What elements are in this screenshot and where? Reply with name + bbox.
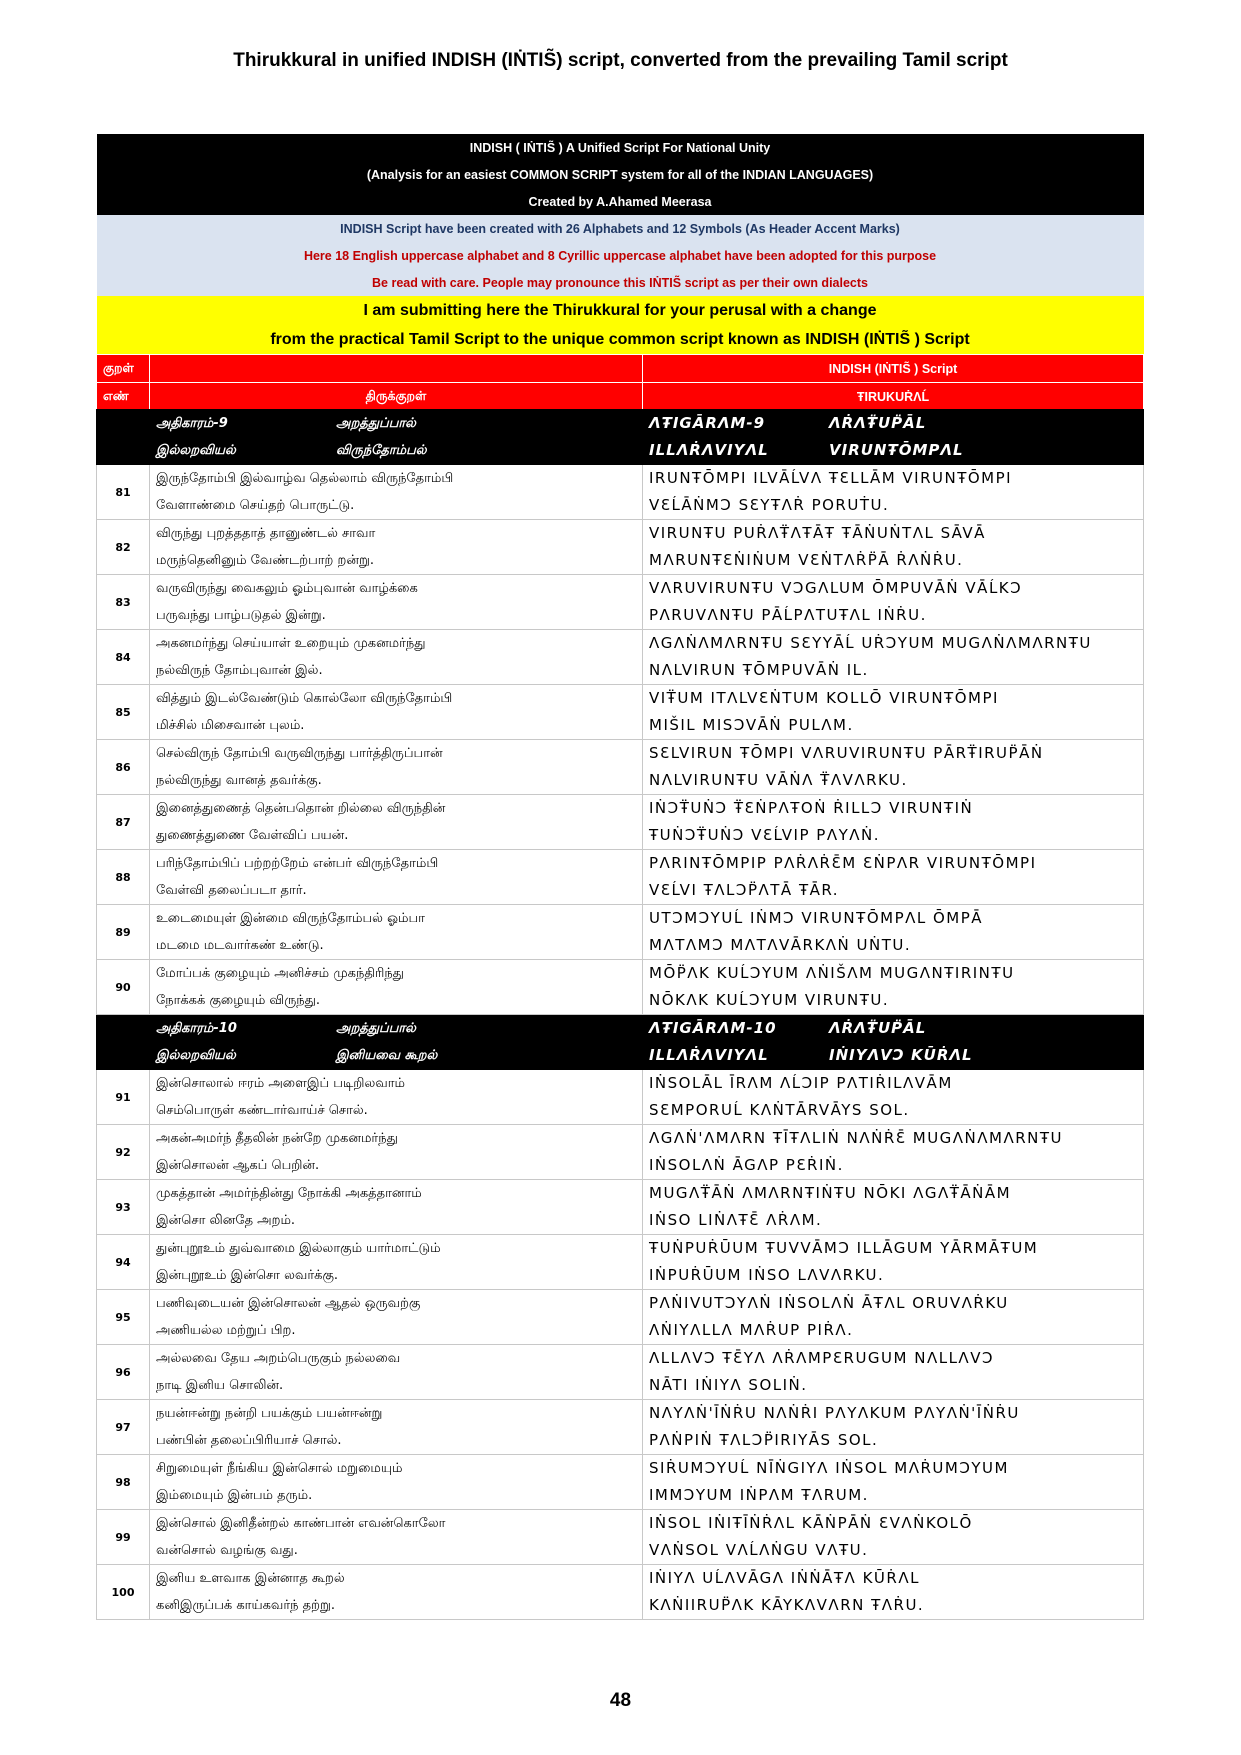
- chapter-title: இனியவை கூறல்: [336, 1048, 438, 1063]
- kural-number: 87: [97, 795, 150, 850]
- kural-indish-line-2: MIŠIL MISƆVĀṄ PULΛM.: [649, 716, 854, 734]
- kural-indish-line-1: PΛṄIVUTƆYΛṄ IṄSOLΛṄ ĀŦΛL ORUVΛṘKU: [649, 1294, 1009, 1312]
- kural-indish-line-2: VƐĹĀṄMƆ SƐYŦΛṘ PORUṪU.: [649, 496, 890, 514]
- kural-number: 88: [97, 850, 150, 905]
- chapter-tamil-line: [156, 410, 636, 437]
- subsection-label-indish: ILLΛṘΛVIYΛL: [649, 1046, 769, 1064]
- chapter-tamil-line: [156, 1015, 636, 1042]
- kural-number: 99: [97, 1510, 150, 1565]
- page-number: 48: [609, 1690, 632, 1711]
- kural-indish-line-2: IMMƆYUM IṄPΛM ŦΛRUM.: [649, 1486, 869, 1504]
- kural-indish-line-1: UTƆMƆYUĹ IṄMƆ VIRUNŦŌMPΛL ŌMPĀ: [649, 909, 984, 927]
- kural-tamil-line-1: பணிவுடையன் இன்சொலன் ஆதல் ஒருவற்கு: [156, 1296, 421, 1311]
- col-header-indish-2: ŦIRUKUṘΛĹ: [643, 383, 1144, 411]
- chapter-indish-line: [649, 437, 1137, 464]
- kural-tamil-line-2: மிச்சில் மிசைவான் புலம்.: [156, 718, 305, 733]
- kural-indish-cell: [643, 465, 1144, 520]
- kural-indish-cell: [643, 630, 1144, 685]
- header-line-2: (Analysis for an easiest COMMON SCRIPT system for all of the INDIAN LANGUAGES): [97, 161, 1144, 188]
- kural-indish-cell: [643, 1180, 1144, 1235]
- kural-number: 86: [97, 740, 150, 795]
- kural-number: 84: [97, 630, 150, 685]
- kural-indish-line-2: NΛLVIRUN ŦŌMPUVĀṄ IL.: [649, 661, 869, 679]
- kural-number: 100: [97, 1565, 150, 1620]
- kural-number: 97: [97, 1400, 150, 1455]
- kural-indish-cell: [643, 685, 1144, 740]
- kural-row: [97, 1510, 1144, 1565]
- kural-row: [97, 960, 1144, 1015]
- kural-tamil-cell: [150, 740, 643, 795]
- kural-indish-line-1: IṄSOL IṄIŦĪṄṘΛL KĀṄPĀṄ ƐVΛṄKOLŌ: [649, 1514, 973, 1532]
- kural-indish-cell: [643, 1345, 1144, 1400]
- kural-indish-line-2: ΛṄIYΛLLΛ MΛṘUP PIṘΛ.: [649, 1321, 854, 1339]
- kural-indish-cell: [643, 520, 1144, 575]
- chapter-label-indish: ΛŦIGĀRΛM-10: [649, 1019, 777, 1037]
- kural-row: [97, 1180, 1144, 1235]
- chapter-indish-cell: [643, 1015, 1144, 1070]
- kural-tamil-line-1: மோப்பக் குழையும் அனிச்சம் முகந்திரிந்து: [156, 966, 404, 981]
- kural-tamil-line-1: அல்லவை தேய அறம்பெருகும் நல்லவை: [156, 1351, 401, 1366]
- kural-tamil-cell: [150, 1565, 643, 1620]
- chapter-indish-line: [649, 410, 1137, 437]
- kural-tamil-line-2: அணியல்ல மற்றுப் பிற.: [156, 1323, 296, 1338]
- kural-indish-line-1: SIṘUMƆYUĹ NĪṄGIYΛ IṄSOL MΛṘUMƆYUM: [649, 1459, 1009, 1477]
- kural-tamil-line-2: கனிஇருப்பக் காய்கவர்ந் தற்று.: [156, 1598, 335, 1613]
- kural-row: [97, 520, 1144, 575]
- kural-indish-line-2: NŌKΛK KUĹƆYUM VIRUNŦU.: [649, 991, 890, 1009]
- kural-indish-cell: [643, 575, 1144, 630]
- kural-indish-line-2: KΛṄIIRUP̈ΛK KĀYKΛVΛRN ŦΛṘU.: [649, 1596, 925, 1614]
- kural-row: [97, 1565, 1144, 1620]
- chapter-indish-line: [649, 1042, 1137, 1069]
- kural-tamil-line-1: அகன்அமர்ந் தீதலின் நன்றே முகனமர்ந்து: [156, 1131, 398, 1146]
- kural-tamil-cell: [150, 1345, 643, 1400]
- kural-tamil-line-1: இன்சொலால் ஈரம் அளைஇப் படிறிலவாம்: [156, 1076, 405, 1091]
- chapter-header: [97, 1015, 1144, 1070]
- kural-tamil-line-1: பரிந்தோம்பிப் பற்றற்றேம் என்பர் விருந்தோம்பி: [156, 856, 439, 871]
- kural-number: 83: [97, 575, 150, 630]
- section-label-indish: ΛṘΛŦ̈UP̈ĀL: [829, 414, 927, 432]
- kural-indish-line-2: NĀTI IṄIYΛ SOLIṄ.: [649, 1376, 808, 1394]
- kural-row: [97, 1455, 1144, 1510]
- info-line-2: Here 18 English uppercase alphabet and 8 Cyrillic uppercase alphabet have been adopted for this purpose: [97, 242, 1144, 269]
- header-line-3: Created by A.Ahamed Meerasa: [97, 188, 1144, 215]
- kural-row: [97, 1125, 1144, 1180]
- kural-indish-line-1: MUGΛŦ̈ĀṄ ΛMΛRNŦIṄŦU NŌKI ΛGΛŦ̈ĀṄĀM: [649, 1184, 1012, 1202]
- kural-indish-line-2: PΛRUVΛNŦU PĀĹPΛTUŦΛL IṄṘU.: [649, 606, 927, 624]
- kural-indish-line-1: VΛRUVIRUNŦU VƆGΛLUM ŌMPUVĀṄ VĀĹKƆ: [649, 579, 1023, 597]
- kural-row: [97, 575, 1144, 630]
- subsection-label: இல்லறவியல்: [156, 443, 236, 458]
- chapter-label: அதிகாரம்-10: [156, 1021, 237, 1036]
- kural-indish-line-1: IṄƆŦ̈UṄƆ Ŧ̈ƐṄPΛŦOṄ ṘILLƆ VIRUNŦIṄ: [649, 799, 974, 817]
- col-header-tamil-top: [150, 355, 643, 383]
- kural-tamil-line-1: நயன்ஈன்று நன்றி பயக்கும் பயன்ஈன்று: [156, 1406, 383, 1421]
- kural-tamil-cell: [150, 575, 643, 630]
- kural-row: [97, 905, 1144, 960]
- kural-tamil-line-2: நல்விருந்து வானத் தவர்க்கு.: [156, 773, 322, 788]
- kural-row: [97, 795, 1144, 850]
- intro-header: [96, 134, 1144, 411]
- submit-line-1: I am submitting here the Thirukkural for your perusal with a change: [97, 296, 1144, 325]
- kural-tamil-line-1: உடைமையுள் இன்மை விருந்தோம்பல் ஓம்பா: [156, 911, 425, 926]
- kural-indish-cell: [643, 905, 1144, 960]
- kural-tamil-line-2: பருவந்து பாழ்படுதல் இன்று.: [156, 608, 326, 623]
- kural-indish-cell: [643, 1455, 1144, 1510]
- kural-row: [97, 850, 1144, 905]
- kural-indish-line-1: ΛGΛṄΛMΛRNŦU SƐYYĀĹ UṘƆYUM MUGΛṄΛMΛRNŦU: [649, 634, 1092, 652]
- chapter-indish-cell: [643, 410, 1144, 465]
- subsection-label-indish: ILLΛṘΛVIYΛL: [649, 441, 769, 459]
- kural-number: 82: [97, 520, 150, 575]
- kural-tamil-cell: [150, 905, 643, 960]
- chapter-tamil-line: [156, 437, 636, 464]
- col-header-tamil: திருக்குறள்: [150, 383, 643, 411]
- kural-indish-line-1: ΛLLΛVƆ ŦƐ̄YΛ ΛṘΛMPƐRUGUM NΛLLΛVƆ: [649, 1349, 995, 1367]
- kural-row: [97, 740, 1144, 795]
- kural-tamil-line-2: இன்புறூஉம் இன்சொ லவர்க்கு.: [156, 1268, 339, 1283]
- kural-indish-line-1: MŌP̈ΛK KUĹƆYUM ΛṄIŠΛM MUGΛNŦIRINŦU: [649, 964, 1015, 982]
- kural-tamil-line-2: இன்சொலன் ஆகப் பெறின்.: [156, 1158, 320, 1173]
- kural-indish-line-1: NΛYΛṄ'ĪṄṘU NΛṄṘI PΛYΛKUM PΛYΛṄ'ĪṄṘU: [649, 1404, 1020, 1422]
- kural-number: 89: [97, 905, 150, 960]
- chapter-indish-line: [649, 1015, 1137, 1042]
- kural-tamil-line-1: துன்புறூஉம் துவ்வாமை இல்லாகும் யார்மாட்டும்: [156, 1241, 441, 1256]
- kural-number: 81: [97, 465, 150, 520]
- kural-tamil-cell: [150, 1070, 643, 1125]
- kural-row: [97, 630, 1144, 685]
- kural-indish-line-2: IṄSO LIṄΛŦƐ̄ ΛṘΛM.: [649, 1211, 823, 1229]
- kural-tamil-cell: [150, 1400, 643, 1455]
- kural-tamil-cell: [150, 960, 643, 1015]
- col-header-num-2: எண்: [97, 383, 150, 411]
- chapter-num-cell: [97, 410, 150, 465]
- chapter-header: [97, 410, 1144, 465]
- kural-number: 94: [97, 1235, 150, 1290]
- kural-tamil-line-2: இன்சொ லினதே அறம்.: [156, 1213, 296, 1228]
- kural-tamil-line-1: செல்விருந் தோம்பி வருவிருந்து பார்த்திருப்பான்: [156, 746, 443, 761]
- page-title: Thirukkural in unified INDISH (IṄTIS̃) script, converted from the prevailing Tamil script: [233, 50, 1008, 71]
- kural-indish-line-2: IṄSOLΛṄ ĀGΛP PƐṘIṄ.: [649, 1156, 844, 1174]
- kural-indish-line-2: VΛṄSOL VΛĹΛṄGU VΛŦU.: [649, 1541, 869, 1559]
- kural-indish-cell: [643, 1565, 1144, 1620]
- kural-tamil-cell: [150, 685, 643, 740]
- kural-indish-line-1: PΛRINŦŌMPIP PΛṘΛṘƐ̄M ƐṄPΛR VIRUNŦŌMPI: [649, 854, 1037, 872]
- section-label-indish: ΛṘΛŦ̈UP̈ĀL: [829, 1019, 927, 1037]
- kural-tamil-cell: [150, 1510, 643, 1565]
- kural-tamil-cell: [150, 1235, 643, 1290]
- chapter-title: விருந்தோம்பல்: [336, 443, 427, 458]
- kural-tamil-line-2: இம்மையும் இன்பம் தரும்.: [156, 1488, 313, 1503]
- kural-row: [97, 465, 1144, 520]
- kural-tamil-line-2: நல்விருந் தோம்புவான் இல்.: [156, 663, 323, 678]
- chapter-label-indish: ΛŦIGĀRΛM-9: [649, 414, 766, 432]
- kural-row: [97, 1345, 1144, 1400]
- kural-indish-line-2: PΛṄPIṄ ŦΛLƆP̈IRIYĀS SOL.: [649, 1431, 879, 1449]
- info-line-1: INDISH Script have been created with 26 Alphabets and 12 Symbols (As Header Accent Marks): [97, 215, 1144, 242]
- kural-indish-line-1: ΛGΛṄ'ΛMΛRN ŦĪŦΛLIṄ NΛṄṘƐ̄ MUGΛṄΛMΛRNŦU: [649, 1129, 1064, 1147]
- chapter-title-indish: VIRUNŦŌMPΛL: [829, 441, 964, 459]
- kural-indish-line-1: SƐLVIRUN ŦŌMPI VΛRUVIRUNŦU PĀRŦ̈IRUP̈ĀṄ: [649, 744, 1044, 762]
- kural-indish-cell: [643, 740, 1144, 795]
- info-line-3: Be read with care. People may pronounce this IṄTIS̃ script as per their own dialects: [97, 269, 1144, 296]
- kural-indish-line-1: VIŦ̈UM ITΛLVƐṄTUM KOLLŌ VIRUNŦŌMPI: [649, 689, 999, 707]
- col-header-indish-1: INDISH (IṄTIS̃ ) Script: [643, 355, 1144, 383]
- kural-tamil-line-2: துணைத்துணை வேள்விப் பயன்.: [156, 828, 349, 843]
- kural-indish-line-1: VIRUNŦU PUṘΛŦ̈ΛŦĀŦ ŦĀṄUṄTΛL SĀVĀ: [649, 524, 986, 542]
- section-label: அறத்துப்பால்: [336, 416, 416, 431]
- kural-tamil-line-1: வித்தும் இடல்வேண்டும் கொல்லோ விருந்தோம்பி: [156, 691, 453, 706]
- kural-indish-line-1: IṄSOLĀL ĪRΛM ΛĹƆIP PΛTIṘILΛVĀM: [649, 1074, 953, 1092]
- kural-indish-line-2: MΛTΛMƆ MΛTΛVĀRKΛṄ UṄTU.: [649, 936, 912, 954]
- kural-row: [97, 1235, 1144, 1290]
- kural-number: 98: [97, 1455, 150, 1510]
- kural-tamil-cell: [150, 1290, 643, 1345]
- kural-tamil-line-2: வேளாண்மை செய்தற் பொருட்டு.: [156, 498, 355, 513]
- chapter-label: அதிகாரம்-9: [156, 416, 228, 431]
- kural-number: 91: [97, 1070, 150, 1125]
- section-label: அறத்துப்பால்: [336, 1021, 416, 1036]
- kural-tamil-line-1: இனிய உளவாக இன்னாத கூறல்: [156, 1571, 345, 1586]
- kural-tamil-line-1: முகத்தான் அமர்ந்தின்து நோக்கி அகத்தானாம்: [156, 1186, 422, 1201]
- chapter-title-indish: IṄIYΛVƆ KŪṘΛL: [829, 1046, 973, 1064]
- kural-tamil-line-1: விருந்து புறத்ததாத் தானுண்டல் சாவா: [156, 526, 376, 541]
- kural-tamil-cell: [150, 520, 643, 575]
- kural-table: [96, 409, 1144, 1620]
- kural-tamil-line-1: இருந்தோம்பி இல்வாழ்வ தெல்லாம் விருந்தோம்பி: [156, 471, 454, 486]
- kural-tamil-line-2: வன்சொல் வழங்கு வது.: [156, 1543, 298, 1558]
- chapter-tamil-line: [156, 1042, 636, 1069]
- kural-indish-line-2: VƐĹVI ŦΛLƆP̈ΛTĀ ŦĀR.: [649, 881, 840, 899]
- kural-indish-cell: [643, 1235, 1144, 1290]
- subsection-label: இல்லறவியல்: [156, 1048, 236, 1063]
- kural-number: 96: [97, 1345, 150, 1400]
- col-header-num-1: குறள்: [97, 355, 150, 383]
- kural-indish-cell: [643, 1510, 1144, 1565]
- kural-indish-line-1: ŦUṄPUṘŪUM ŦUVVĀMƆ ILLĀGUM YĀRMĀŦUM: [649, 1239, 1039, 1257]
- kural-row: [97, 1400, 1144, 1455]
- kural-indish-line-1: IṄIYΛ UĹΛVĀGΛ IṄṄĀŦΛ KŪṘΛL: [649, 1569, 920, 1587]
- kural-tamil-line-2: மருந்தெனினும் வேண்டற்பாற் றன்று.: [156, 553, 374, 568]
- kural-number: 93: [97, 1180, 150, 1235]
- kural-row: [97, 685, 1144, 740]
- chapter-num-cell: [97, 1015, 150, 1070]
- kural-tamil-line-2: நோக்கக் குழையும் விருந்து.: [156, 993, 321, 1008]
- chapter-tamil-cell: [150, 410, 643, 465]
- kural-tamil-line-1: சிறுமையுள் நீங்கிய இன்சொல் மறுமையும்: [156, 1461, 403, 1476]
- kural-tamil-cell: [150, 850, 643, 905]
- submit-line-2: from the practical Tamil Script to the unique common script known as INDISH (IṄTIS̃ ) Script: [97, 325, 1144, 355]
- kural-row: [97, 1290, 1144, 1345]
- kural-indish-cell: [643, 1070, 1144, 1125]
- kural-tamil-cell: [150, 1125, 643, 1180]
- kural-indish-cell: [643, 1400, 1144, 1455]
- kural-number: 85: [97, 685, 150, 740]
- kural-tamil-line-1: இன்சொல் இனிதீன்றல் காண்பான் எவன்கொலோ: [156, 1516, 446, 1531]
- kural-tamil-line-2: நாடி இனிய சொலின்.: [156, 1378, 284, 1393]
- kural-indish-line-2: ŦUṄƆŦ̈UṄƆ VƐĹVIP PΛYΛṄ.: [649, 826, 880, 844]
- kural-indish-line-1: IRUNŦŌMPI ILVĀĹVΛ ŦƐLLĀM VIRUNŦŌMPI: [649, 469, 1013, 487]
- kural-indish-line-2: SƐMPORUĹ KΛṄTĀRVĀYS SOL.: [649, 1101, 910, 1119]
- kural-tamil-cell: [150, 1180, 643, 1235]
- kural-tamil-line-2: செம்பொருள் கண்டார்வாய்ச் சொல்.: [156, 1103, 368, 1118]
- kural-tamil-cell: [150, 795, 643, 850]
- kural-number: 95: [97, 1290, 150, 1345]
- kural-tamil-cell: [150, 630, 643, 685]
- kural-indish-cell: [643, 960, 1144, 1015]
- kural-tamil-line-2: பண்பின் தலைப்பிரியாச் சொல்.: [156, 1433, 342, 1448]
- chapter-tamil-cell: [150, 1015, 643, 1070]
- kural-number: 90: [97, 960, 150, 1015]
- kural-indish-cell: [643, 1290, 1144, 1345]
- kural-number: 92: [97, 1125, 150, 1180]
- kural-row: [97, 1070, 1144, 1125]
- kural-indish-cell: [643, 1125, 1144, 1180]
- kural-tamil-cell: [150, 1455, 643, 1510]
- kural-tamil-line-1: இனைத்துணைத் தென்பதொன் றில்லை விருந்தின்: [156, 801, 446, 816]
- kural-tamil-line-2: வேள்வி தலைப்படா தார்.: [156, 883, 307, 898]
- kural-indish-cell: [643, 850, 1144, 905]
- kural-indish-line-2: IṄPUṘŪUM IṄSO LΛVΛRKU.: [649, 1266, 885, 1284]
- kural-tamil-line-2: மடமை மடவார்கண் உண்டு.: [156, 938, 324, 953]
- header-line-1: INDISH ( IṄTIS̃ ) A Unified Script For National Unity: [97, 134, 1144, 161]
- kural-indish-line-2: MΛRUNŦƐṄIṄUM VƐṄTΛṘP̈Ā ṘΛṄṘU.: [649, 551, 964, 569]
- kural-indish-line-2: NΛLVIRUNŦU VĀṄΛ Ŧ̈ΛVΛRKU.: [649, 771, 908, 789]
- kural-tamil-line-1: வருவிருந்து வைகலும் ஓம்புவான் வாழ்க்கை: [156, 581, 418, 596]
- kural-tamil-cell: [150, 465, 643, 520]
- kural-tamil-line-1: அகனமர்ந்து செய்யாள் உறையும் முகனமர்ந்து: [156, 636, 426, 651]
- kural-indish-cell: [643, 795, 1144, 850]
